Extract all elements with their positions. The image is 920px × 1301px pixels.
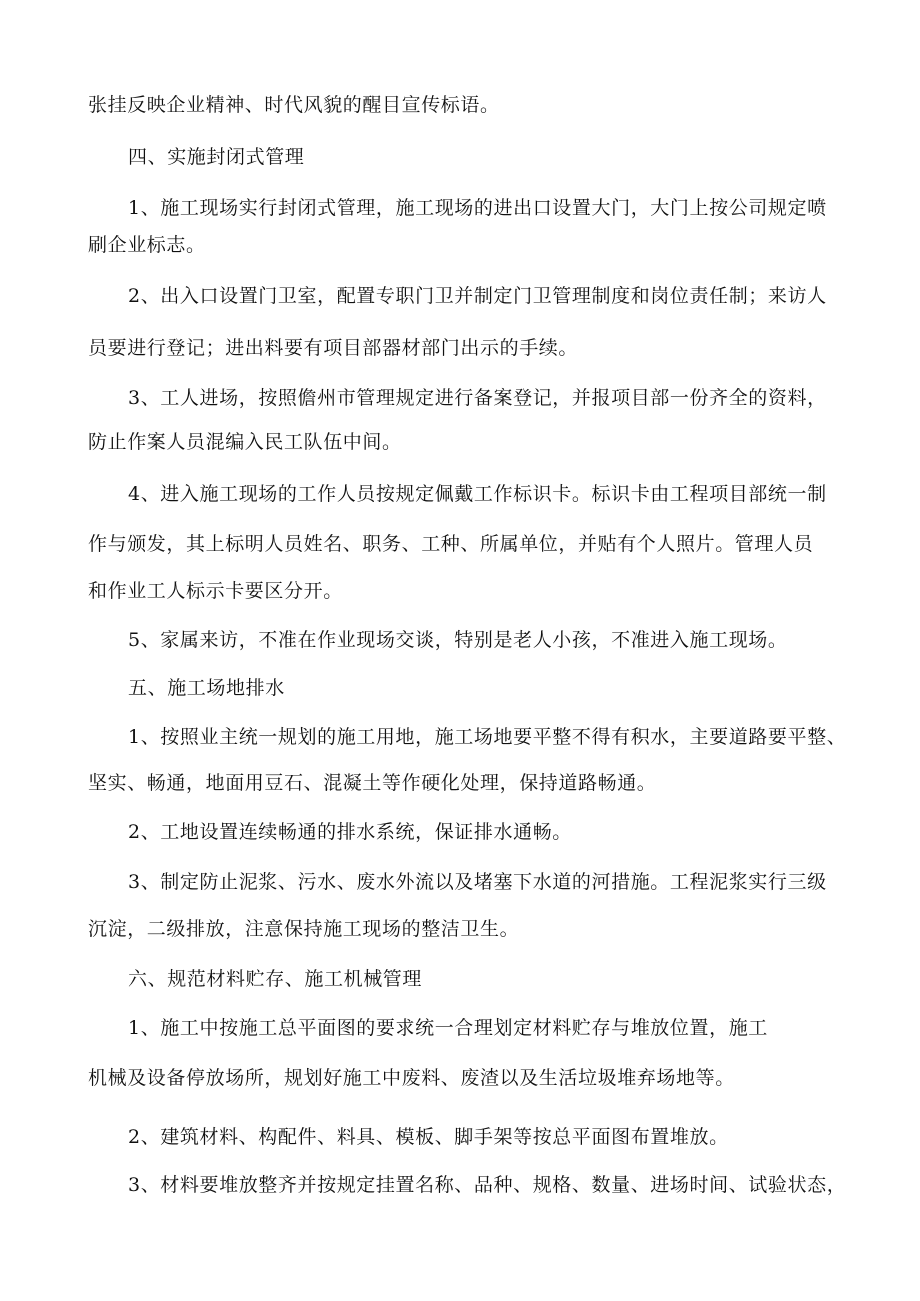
paragraph-4-4-line-1: 4、进入施工现场的工作人员按规定佩戴工作标识卡。标识卡由工程项目部统一制 — [128, 483, 827, 505]
section-heading-4: 四、实施封闭式管理 — [128, 146, 305, 168]
paragraph-5-3-line-2: 沉淀，二级排放，注意保持施工现场的整洁卫生。 — [88, 918, 520, 940]
paragraph-6-2: 2、建筑材料、构配件、料具、模板、脚手架等按总平面图布置堆放。 — [128, 1126, 729, 1148]
section-heading-6: 六、规范材料贮存、施工机械管理 — [128, 968, 423, 990]
paragraph-4-3-line-2: 防止作案人员混编入民工队伍中间。 — [88, 431, 402, 453]
paragraph-5-2: 2、工地设置连续畅通的排水系统，保证排水通畅。 — [128, 821, 572, 843]
paragraph-4-5: 5、家属来访，不准在作业现场交谈，特别是老人小孩，不准进入施工现场。 — [128, 629, 788, 651]
paragraph-4-4-line-2: 作与颁发，其上标明人员姓名、职务、工种、所属单位，并贴有个人照片。管理人员 — [88, 533, 814, 555]
paragraph-4-2-line-2: 员要进行登记；进出料要有项目部器材部门出示的手续。 — [88, 337, 579, 359]
paragraph-6-3-line-1: 3、材料要堆放整齐并按规定挂置名称、品种、规格、数量、进场时间、试验状态， — [128, 1174, 847, 1196]
section-heading-5: 五、施工场地排水 — [128, 677, 285, 699]
paragraph-5-1-line-2: 坚实、畅通，地面用豆石、混凝土等作硬化处理，保持道路畅通。 — [88, 772, 657, 794]
paragraph-4-4-line-3: 和作业工人标示卡要区分开。 — [88, 580, 343, 602]
paragraph-6-1-line-1: 1、施工中按施工总平面图的要求统一合理划定材料贮存与堆放位置，施工 — [128, 1017, 768, 1039]
paragraph-4-1-line-1: 1、施工现场实行封闭式管理，施工现场的进出口设置大门，大门上按公司规定喷 — [128, 197, 827, 219]
paragraph-5-1-line-1: 1、按照业主统一规划的施工用地，施工场地要平整不得有积水，主要道路要平整、 — [128, 726, 847, 748]
paragraph-4-2-line-1: 2、出入口设置门卫室，配置专职门卫并制定门卫管理制度和岗位责任制；来访人 — [128, 285, 827, 307]
text-line-continuation: 张挂反映企业精神、时代风貌的醒目宣传标语。 — [88, 94, 500, 116]
paragraph-4-3-line-1: 3、工人进场，按照儋州市管理规定进行备案登记，并报项目部一份齐全的资料， — [128, 387, 827, 409]
paragraph-5-3-line-1: 3、制定防止泥浆、污水、废水外流以及堵塞下水道的河措施。工程泥浆实行三级 — [128, 871, 827, 893]
paragraph-4-1-line-2: 刷企业标志。 — [88, 234, 206, 256]
paragraph-6-1-line-2: 机械及设备停放场所，规划好施工中废料、废渣以及生活垃圾堆弃场地等。 — [88, 1067, 735, 1089]
